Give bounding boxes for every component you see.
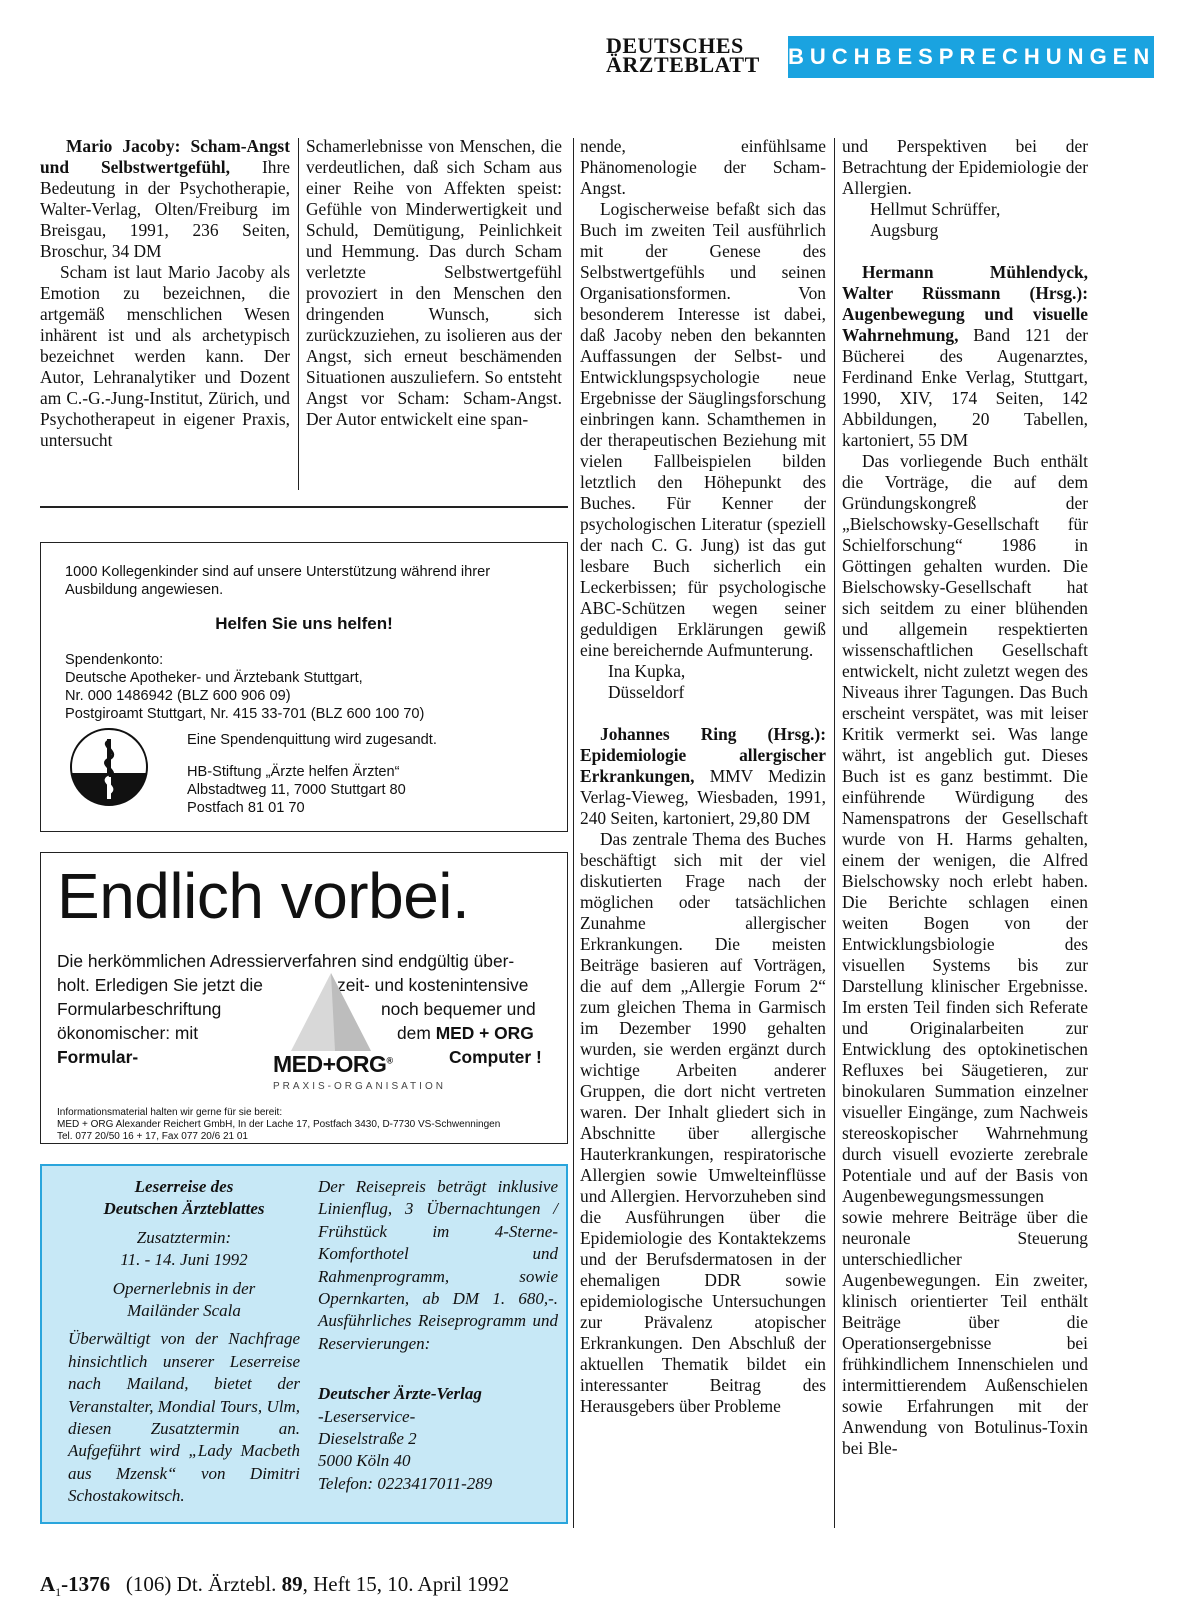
review1-p1b: Schamerlebnisse von Menschen, die verdeutlichen, daß sich Scham aus einer Reihe von Affekten speist: Gefühle von Minderwertigkeit und Schuld, Demütigung, Peinlichkeit und Hemmung. Das durch Scham verletzte Selbstwertgefühl provoziert in den Menschen den dringenden Wunsch, sich zurückzuziehen, zu isolieren aus der Angst, sich erneut beschämenden Situationen auszuliefern. So entsteht Angst vor Scham: Scham-Angst. Der Autor entwickelt eine span- [306, 136, 562, 429]
prism-graphic-icon [291, 973, 371, 1053]
footer-a: A [40, 1572, 56, 1596]
reise-publisher: Deutscher Ärzte-Verlag [318, 1384, 482, 1404]
reise-body: Überwältigt von der Nachfrage hinsichtlich unserer Leserreise nach Mailand, bietet der Veranstalter, Mondial Tours, Ulm, diesen Zusatztermin an. Aufgeführt wird „Lady Macbeth aus Mzensk“ von Dimitri Schostakowitsch. [68, 1329, 300, 1506]
reise-price: Der Reisepreis beträgt inklusive Linienflug, 3 Übernachtungen / Frühstück im 4-Sterne-Komforthotel und Rahmenprogramm, sowie Opernkarten, ab DM 1. 680,-. Ausführliches Reiseprogramm und Reservierungen: [318, 1177, 558, 1353]
account-number: Nr. 000 1486942 (BLZ 600 906 09) [65, 688, 291, 704]
donation-intro: 1000 Kollegenkinder sind auf unsere Unterstützung während ihrer Ausbildung angewiesen. [65, 564, 491, 598]
medorg-logo [273, 1051, 393, 1078]
reise-street: Dieselstraße 2 [318, 1429, 417, 1449]
medorg-address: MED + ORG Alexander Reichert GmbH, In der Lache 17, Postfach 3430, D-7730 VS-Schwenningen [57, 1119, 501, 1130]
footer-volume: 89 [281, 1572, 303, 1596]
donation-receipt-note: Eine Spendenquittung wird zugesandt. [187, 732, 437, 748]
column-4 [842, 136, 1088, 1459]
reise-title1: Leserreise des [134, 1177, 234, 1196]
org-postbox: Postfach 81 01 70 [187, 800, 305, 816]
reise-city: 5000 Köln 40 [318, 1451, 411, 1471]
masthead [606, 33, 760, 77]
registered-mark: ® [386, 1055, 393, 1066]
horizontal-rule [40, 506, 568, 508]
review3-meta: Band 121 der Bücherei des Augenarztes, Ferdinand Enke Verlag, Stuttgart, 1990, XIV, 174 Seiten, 142 Abbildungen, 20 Tabellen, kartoniert, 55 DM [842, 325, 1088, 450]
section-banner: BUCHBESPRECHUNGEN [788, 36, 1154, 78]
medorg-line4b: dem [397, 1023, 431, 1043]
medorg-line3b: noch bequemer und [381, 999, 536, 1019]
account-bank: Deutsche Apotheker- und Ärztebank Stuttgart, [65, 670, 363, 686]
reise-title2: Deutschen Ärzteblattes [103, 1199, 265, 1219]
review3-title: Hermann Mühlendyck, Walter Rüssmann (Hrsg.): Augenbewegung und visuelle Wahrnehmung, [842, 262, 1088, 345]
page-footer [40, 1572, 509, 1600]
review2-title: Johannes Ring (Hrsg.): Epidemiologie allergischer Erkrankungen, [580, 724, 826, 786]
review2-city: Augsburg [870, 220, 939, 240]
reise-opera1: Opernerlebnis in der [112, 1278, 256, 1298]
column-rule [573, 138, 574, 1528]
column-3 [580, 136, 826, 1417]
review2-meta: MMV Medizin Verlag-Vieweg, Wiesbaden, 1991, 240 Seiten, kartoniert, 29,80 DM [580, 766, 826, 828]
reise-zusatz-label: Zusatztermin: [136, 1227, 232, 1247]
medorg-line4c: MED + ORG [435, 1023, 534, 1043]
reise-opera2: Mailänder Scala [127, 1301, 241, 1321]
aesculapius-logo-icon [69, 727, 149, 807]
donation-address [187, 763, 406, 817]
org-street: Albstadtweg 11, 7000 Stuttgart 80 [187, 782, 406, 798]
review1-col2 [306, 136, 562, 430]
footer-sub: 1 [55, 1585, 62, 1600]
review3-p1: Das vorliegende Buch enthält die Vorträge, die auf dem Gründungskongreß der „Bielschowsky-Gesellschaft für Schielforschung“ 1986 in Göttingen gehalten wurden. Die Bielschowsky-Gesellschaft hat sich seitdem zu einer blühenden und allgemein respektierten wissenschaftlichen Gesellschaft entwickelt, nicht zuletzt wegen des Niveaus ihrer Tagungen. Das Buch erscheint verspätet, was mit leiser Kritik vermerkt sei. Was lange währt, ist angeblich gut. Dieses Buch ist es ganz bestimmt. Die einführende Würdigung des Namenspatrons der Gesellschaft wurde von H. Harms gehalten, einem der wenigen, die Alfred Bielschowsky noch erlebt haben. Die Berichte schlagen einen weiten Bogen von der Entwicklungsbiologie des visuellen Systems bis zur Darstellung klinischer Ergebnisse. Im ersten Teil finden sich Referate und Originalarbeiten zur Entwicklung des optokinetischen Refluxes bei Säugetieren, zur binokularen Summation einzelner visueller Eingänge, zum Nachweis stereoskopischer Wahrnehmung durch visuell evozierte zerebrale Potentiale und auf der Basis von Augenbewegungsmessungen sowie mehrere Beiträge über die neuronale Steuerung unterschiedlicher Augenbewegungen. Ein zweiter, klinisch orientierter Teil enthält Beiträge über die Operationsergebnisse bei frühkindlichem Innenschielen und intermittierendem Außenschielen sowie Erfahrungen mit der Anwendung von Botulinus-Toxin bei Ble- [842, 451, 1088, 1458]
review2-p1b: und Perspektiven bei der Betrachtung der Epidemiologie der Allergien. [842, 136, 1088, 198]
footer-page-number: -1376 [61, 1572, 111, 1596]
account-postgiro: Postgiroamt Stuttgart, Nr. 415 33-701 (BLZ 600 100 70) [65, 706, 425, 722]
donation-account [65, 651, 424, 723]
medorg-line2b: zeit- und kostenintensive [337, 975, 529, 995]
medorg-tagline: PRAXIS-ORGANISATION [273, 1081, 446, 1092]
review1-col1 [40, 136, 290, 451]
medorg-ad [40, 852, 568, 1144]
medorg-line5a: Formular- [57, 1047, 139, 1067]
medorg-headline: Endlich vorbei. [57, 860, 470, 932]
masthead-line2: ÄRZTEBLATT [606, 52, 760, 77]
masthead-line1: DEUTSCHES [606, 33, 744, 58]
medorg-line2a: holt. Erledigen Sie jetzt die [57, 975, 263, 995]
medorg-line1: Die herkömmlichen Adressierverfahren sind endgültig über- [57, 951, 515, 971]
medorg-contact [57, 1107, 500, 1143]
review1-p1c: nende, einfühlsame Phänomenologie der Scham-Angst. [580, 136, 826, 198]
column-rule [834, 138, 835, 1528]
review1-title: Mario Jacoby: Scham-Angst und Selbstwertgefühl, [40, 136, 290, 177]
column-rule [298, 138, 299, 490]
review1-author: Ina Kupka, [608, 661, 686, 681]
review1-p1: Scham ist laut Mario Jacoby als Emotion zu bezeichnen, die artgemäß menschlichen Wesen inhärent ist und als archetypisch bezeichnet werden kann. Der Autor, Lehranalytiker und Dozent am C.-G.-Jung-Institut, Zürich, und Psychotherapeut in eigener Praxis, untersucht [40, 262, 290, 450]
review1-meta: Ihre Bedeutung in der Psychotherapie, Walter-Verlag, Olten/Freiburg im Breisgau, 1991, 236 Seiten, Broschur, 34 DM [40, 157, 290, 261]
footer-issue: , Heft 15, 10. April 1992 [302, 1572, 510, 1596]
leserreise-right [318, 1176, 558, 1495]
reise-date: 11. - 14. Juni 1992 [120, 1250, 248, 1270]
review1-p2: Logischerweise befaßt sich das Buch im zweiten Teil ausführlich mit der Genese des Selbstwertgefühls und seinen Organisationsformen. Von besonderem Interesse ist dabei, daß Jacoby neben den bekannten Auffassungen der Selbst- und Entwicklungspsychologie neue Ergebnisse der Säuglingsforschung einbringen kann. Schamthemen in der therapeutischen Beziehung mit vielen Fallbeispielen bilden letztlich den Höhepunkt des Buches. Für Kenner der psychologischen Literatur (speziell der nach C. G. Jung) ist das gut lesbare Buch sicherlich ein Leckerbissen; für psychologische ABC-Schützen wegen seiner geduldigen Erklärungen gewiß eine bereichernde Aufmunterung. [580, 199, 826, 660]
medorg-line3a: Formularbeschriftung [57, 999, 222, 1019]
leserreise-left [68, 1176, 300, 1508]
leserreise-ad [40, 1164, 568, 1524]
review1-city: Düsseldorf [608, 682, 685, 702]
reise-phone: Telefon: 0223417011-289 [318, 1473, 493, 1493]
medorg-line4a: ökonomischer: mit [57, 1023, 199, 1043]
footer-journal: (106) Dt. Ärztebl. [125, 1572, 282, 1596]
medorg-phone: Tel. 077 20/50 16 + 17, Fax 077 20/6 21 01 [57, 1131, 248, 1142]
review2-p1: Das zentrale Thema des Buches beschäftigt sich mit der viel diskutierten Frage nach der möglichen oder tatsächlichen Zunahme allergischer Erkrankungen. Die meisten Beiträge basieren auf Vorträgen, die auf dem „Allergie Forum 2“ zum gleichen Thema in Garmisch im Dezember 1990 gehalten wurden, sie werden ergänzt durch wichtige Arbeiten anderer Gruppen, die dort nicht vertreten waren. Der Inhalt gliedert sich in Abschnitte über allergische Hauterkrankungen, respiratorische Allergien sowie Umwelteinflüsse und Allergien. Hervorzuheben sind die Ausführungen über die Epidemiologie des Kontaktekzems und der Berufsdermatosen in der ehemaligen DDR sowie epidemiologische Untersuchungen zur Prävalenz atopischer Erkrankungen. Den Abschluß der aktuellen Thematik bildet ein interessanter Beitrag des Herausgebers über Probleme [580, 829, 826, 1416]
review2-author: Hellmut Schrüffer, [870, 199, 1001, 219]
account-label: Spendenkonto: [65, 652, 164, 668]
donation-ad [40, 542, 568, 832]
medorg-info: Informationsmaterial halten wir gerne für sie bereit: [57, 1107, 283, 1118]
org-name: HB-Stiftung „Ärzte helfen Ärzten“ [187, 764, 400, 780]
reise-service: -Leserservice- [318, 1406, 416, 1426]
donation-headline: Helfen Sie uns helfen! [215, 614, 393, 633]
medorg-line5b: Computer ! [449, 1047, 542, 1067]
medorg-logo-text: MED+ORG [273, 1051, 387, 1077]
